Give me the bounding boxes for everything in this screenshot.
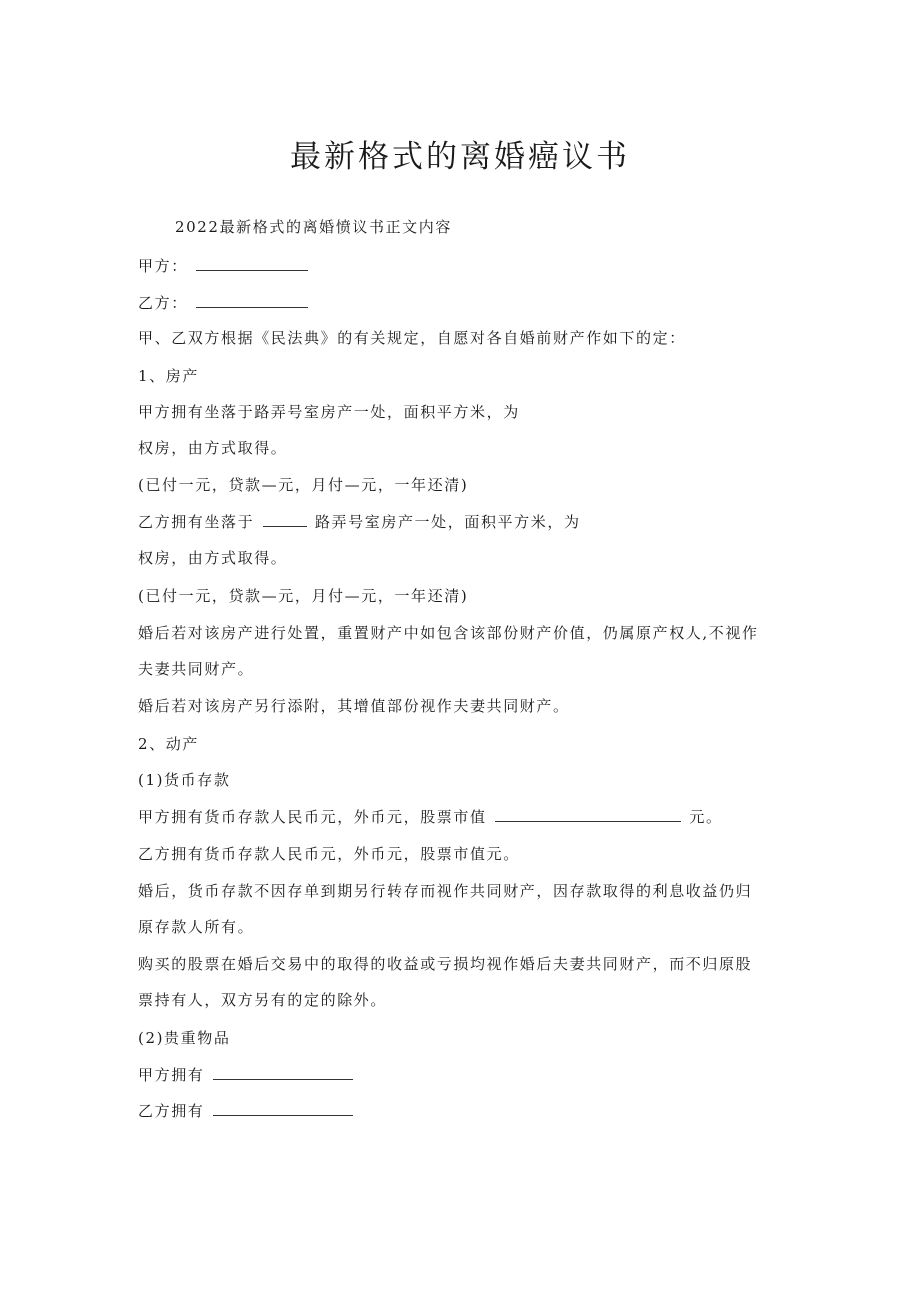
s1-a-line3: (已付一元，贷款—元，月付—元，一年还清) — [138, 476, 469, 494]
s1-b-line3: (已付一元，贷款—元，月付—元，一年还清) — [138, 587, 469, 605]
s2-2-a-line — [138, 1064, 355, 1086]
s2-1-p1-line1: 婚后，货币存款不因存单到期另行转存而视作共同财产，因存款取得的利息收益仍归 — [138, 882, 753, 900]
s2-1-a-pre: 甲方拥有货币存款人民币元，外币元，股票市值 — [138, 808, 487, 826]
s2-1-a-line — [138, 806, 723, 828]
s2-1-p2-line2: 票持有人，双方另有的定的除外。 — [138, 991, 388, 1009]
s2-2-heading: (2)贵重物品 — [138, 1029, 231, 1047]
s1-p1-line1: 婚后若对该房产进行处置，重置财产中如包含该部份财产价值，仍属原产权人,不视作 — [138, 624, 759, 642]
s2-2-b-label: 乙方拥有 — [138, 1102, 205, 1120]
stock-value-blank — [495, 806, 681, 822]
s2-2-b-blank — [213, 1100, 353, 1116]
intro-paragraph: 甲、乙双方根据《民法典》的有关规定，自愿对各自婚前财产作如下的定： — [138, 329, 686, 347]
s1-p2: 婚后若对该房产另行添附，其增值部份视作夫妻共同财产。 — [138, 697, 570, 715]
document-title: 最新格式的离婚癌议书 — [290, 139, 630, 175]
s1-b-line2: 权房，由方式取得。 — [138, 549, 288, 567]
s1-b-location-blank — [263, 511, 307, 527]
subtitle: 2022最新格式的离婚愤议书正文内容 — [175, 218, 452, 236]
s2-1-a-post: 元。 — [689, 808, 723, 826]
party-a-line — [138, 255, 310, 277]
party-a-blank — [196, 255, 308, 271]
party-a-label: 甲方： — [138, 257, 188, 275]
party-b-label: 乙方： — [138, 294, 188, 312]
s1-a-line1: 甲方拥有坐落于路弄号室房产一处，面积平方米，为 — [138, 403, 520, 421]
s2-1-p2-line1: 购买的股票在婚后交易中的取得的收益或亏损均视作婚后夫妻共同财产，而不归原股 — [138, 955, 753, 973]
s2-2-a-label: 甲方拥有 — [138, 1066, 205, 1084]
s1-p1-line2: 夫妻共同财产。 — [138, 660, 255, 678]
section-2-heading: 2、动产 — [138, 735, 199, 753]
s2-2-a-blank — [213, 1064, 353, 1080]
party-b-blank — [196, 292, 308, 308]
s1-b-line1-pre: 乙方拥有坐落于 — [138, 513, 255, 531]
party-b-line — [138, 292, 310, 314]
s1-a-line2: 权房，由方式取得。 — [138, 439, 288, 457]
s2-1-b: 乙方拥有货币存款人民币元，外币元，股票市值元。 — [138, 845, 520, 863]
s1-b-line1-post: 路弄号室房产一处，面积平方米，为 — [314, 513, 581, 531]
s1-b-line1 — [138, 511, 581, 533]
s2-2-b-line — [138, 1100, 355, 1122]
s2-1-heading: (1)货币存款 — [138, 771, 231, 789]
s2-1-p1-line2: 原存款人所有。 — [138, 918, 255, 936]
section-1-heading: 1、房产 — [138, 367, 199, 385]
